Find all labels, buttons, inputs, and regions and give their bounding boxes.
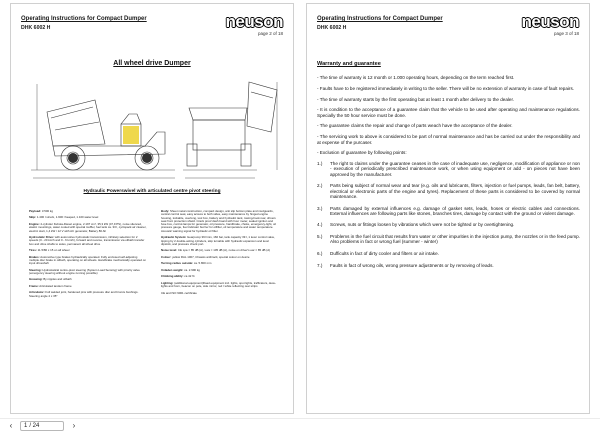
spec-item: Payload: 3.500 kg bbox=[29, 209, 53, 213]
page-number-label: page 3 of 18 bbox=[553, 31, 579, 36]
paragraph: - It is condition to the acceptance of a guarantee claim that the vehicle to be used after operating and maintenance regulations. Specially the 50 hour service must be done. bbox=[317, 107, 580, 118]
paragraph: - The guarantee claims the repair and change of parts weach have the acceptance of the dealer. bbox=[317, 123, 513, 129]
list-item: 4.) Screws, nuts or fittings loosen by vibrations which were not be tighted or by overtightening. bbox=[317, 222, 515, 228]
page-navigation-toolbar bbox=[0, 418, 600, 435]
spec-item: Noise level: CE Lpa = 85 dB (A), Lwa = 105 dB (A), noise on driver's ear = 85 dB (A) bbox=[161, 248, 271, 253]
spec-item: Unladen weight: ca. 2.990 kg bbox=[161, 267, 200, 272]
spec-item: Articulator: Full welded joint, hardened pins with pressure disc and bronze bushings. Steering angle 2 x 35° bbox=[29, 290, 139, 298]
spec-item: Lighting: (additional equipment)Road equipment incl. lights, spot lights, trafficators, dece-lights and horn, beacon on pole, side mirror, red / white reflecting rear strips bbox=[161, 280, 277, 289]
section-title: Warranty and guarantee bbox=[317, 61, 381, 67]
spec-item: Greasing: By nipples and oilbath bbox=[29, 277, 72, 282]
total-pages: / 24 bbox=[29, 423, 40, 429]
chevron-left-icon[interactable]: ‹ bbox=[9, 421, 13, 430]
spec-item: Steering: Hydrostatical centre-pivot steering (System Load Sensing) with priority valve (emergency steering without engine running possible) bbox=[29, 267, 140, 275]
paragraph: - The time of warranty starts by the first operating bat at least 1 month after delivery to the dealer. bbox=[317, 96, 515, 102]
chevron-right-icon[interactable]: › bbox=[72, 421, 76, 430]
header-model: DHK 6002 H bbox=[317, 25, 347, 31]
header-title: Operating Instructions for Compact Dumper bbox=[317, 16, 443, 22]
list-item: 1.) The right to claims under the guarantee ceases in the case of inadequate use, negligence, modification of appliance or non - execution of periodically prescribed maintenance work, or when using equipment or add - on pieces not have been approved by the manufacturer. bbox=[317, 161, 580, 177]
dumper-technical-drawing bbox=[25, 74, 283, 186]
header-title: Operating Instructions for Compact Dumper bbox=[21, 16, 147, 22]
document-page-2 bbox=[10, 3, 294, 414]
neuson-logo: neuson bbox=[521, 12, 579, 31]
warranty-text bbox=[317, 75, 580, 274]
spec-item: Tires: 11.5/80 x 15 on all wheel bbox=[29, 248, 70, 253]
spec-item: Turning radius outside: ca. 5.800 mm bbox=[161, 261, 212, 266]
neuson-logo: neuson bbox=[225, 12, 283, 31]
paragraph: - The servicing work to above is considered to be part of normal maintenance and has be carried out under the responsibility and at expense of the purcaser. bbox=[317, 134, 580, 145]
header-model: DHK 6002 H bbox=[21, 25, 51, 31]
list-item: 5.) Problems in the fuel circuit that results from water or other impurities in the injection pump, the nozzles or in the feed pump. Also problems in fact or wrong fuel (summer - winter) bbox=[317, 234, 580, 245]
spec-item: Hydrostatic Drive: with automotive hydrostatic transmission, infinitely selection for 2 speeds (0 - 20 km/h and 0 - 6 km/h), forward and reverse, transmission via oilbath transfer box and drive shafts to axles, permanent all wheel drive bbox=[29, 235, 145, 246]
paragraph: - The time of warranty is 12 month or 1.000 operating hours, depending on the term reached first. bbox=[317, 75, 515, 80]
spec-item: Engine: 4-cylinder Kubota-Diesel engine, 2.197 cm³, 35,3 kW (47,9 PS), noise silenced, elastic mountings, water cooled with special muffler, fuel tank ca. 33 l, cyclopack air cleaner, electric start, 1,4 kW / 12 V with AC generator, Battery 80 Ah bbox=[29, 221, 147, 233]
list-item: 6.) Dufficults in fact of dirty cooler and filters or air intake. bbox=[317, 250, 439, 256]
spec-item: Colour: yellow RAL 1007, Chassis anthracit, special colour on desire bbox=[161, 254, 250, 259]
spec-column-1 bbox=[29, 210, 147, 301]
current-page-number[interactable]: 1 bbox=[24, 423, 28, 429]
spec-item: Frame: Articulated tandem frame bbox=[29, 283, 72, 288]
spec-item: Climbing ability: ca 42 % bbox=[161, 274, 195, 279]
page-header bbox=[21, 14, 283, 38]
spec-item: CE and ISO 9001 certificate bbox=[161, 290, 197, 295]
list-item: 2.) Parts being subject of normal wear and tear (e.g. oils and lubricants, filters, injection or fuel pumps, leads, fan belt, battery, electrical or electronic parts of the engine and tyres). Replacement of these parts is considered to be covered by normal maintenance. bbox=[317, 183, 580, 199]
page-counter[interactable] bbox=[20, 421, 64, 431]
main-title: All wheel drive Dumper bbox=[113, 60, 191, 67]
page-header bbox=[317, 14, 579, 38]
specifications bbox=[29, 210, 281, 410]
paragraph: - Faults have to be registered immediately in writing to the seller. There will be no extension of warranty in case of fault repairs. bbox=[317, 85, 575, 91]
spec-item: Brakes: Automotive type brakes hydraulically operated. Fully enclosed self-adjusting multiple disc brake in oilbath, operating on all wheels. Handbrake mechanically operated on input driveshaft bbox=[29, 254, 146, 266]
spec-item: Body: Sheet metal construction, compact design, anti slip bottom plate and mudguards, central control seat, easy access to both sides, easy maintenance by hinged engine housing, lockable, overlong, tool box, battery and hydraulic tank, towing-hook rear, drivers seat front protection shield. Crack proof dash board with hour meter, sealed ignition and fuse box, control-lamps for generator, oil pressure, handbrake, choke, emergency-light, oil pressure gauge, fuel indicator buzzer for oilfilter, oil temperature and water temperature. Acoustic warning signal for hydraulic oil filter. bbox=[161, 209, 276, 233]
paragraph: - Exclusion of guarantee by following points: bbox=[317, 150, 407, 156]
drawing-caption: Hydraulic Powerswivel with articulated centre pivot steering bbox=[83, 189, 221, 194]
page-number-label: page 2 of 18 bbox=[257, 31, 283, 36]
spec-column-2 bbox=[161, 210, 279, 298]
list-item: 7.) Faults in fact of wrong oils, wrong pressure adjustments or by removing of leads. bbox=[317, 262, 494, 268]
spec-item: Skip: 1.400 l struck, 1.900 l heaped, 1.100 water level bbox=[29, 215, 99, 220]
document-page-3 bbox=[306, 3, 590, 414]
spec-item: Hydraulic System: Gearpump 39 l/min, 160 bar, tank capacity 39 l, 1 lever control valve, tipping by 2 double-acting cylinders, skip turnable with hydraulic expansion and level dipstick, and pressure check port. bbox=[161, 235, 275, 246]
list-item: 3.) Parts damaged by external influences e.g. damage of gasket sets, leads, hoses or electric cables and connections. External influences are following parts like stones, branches tires, damage by contact with the ground or violent damage. bbox=[317, 205, 580, 216]
